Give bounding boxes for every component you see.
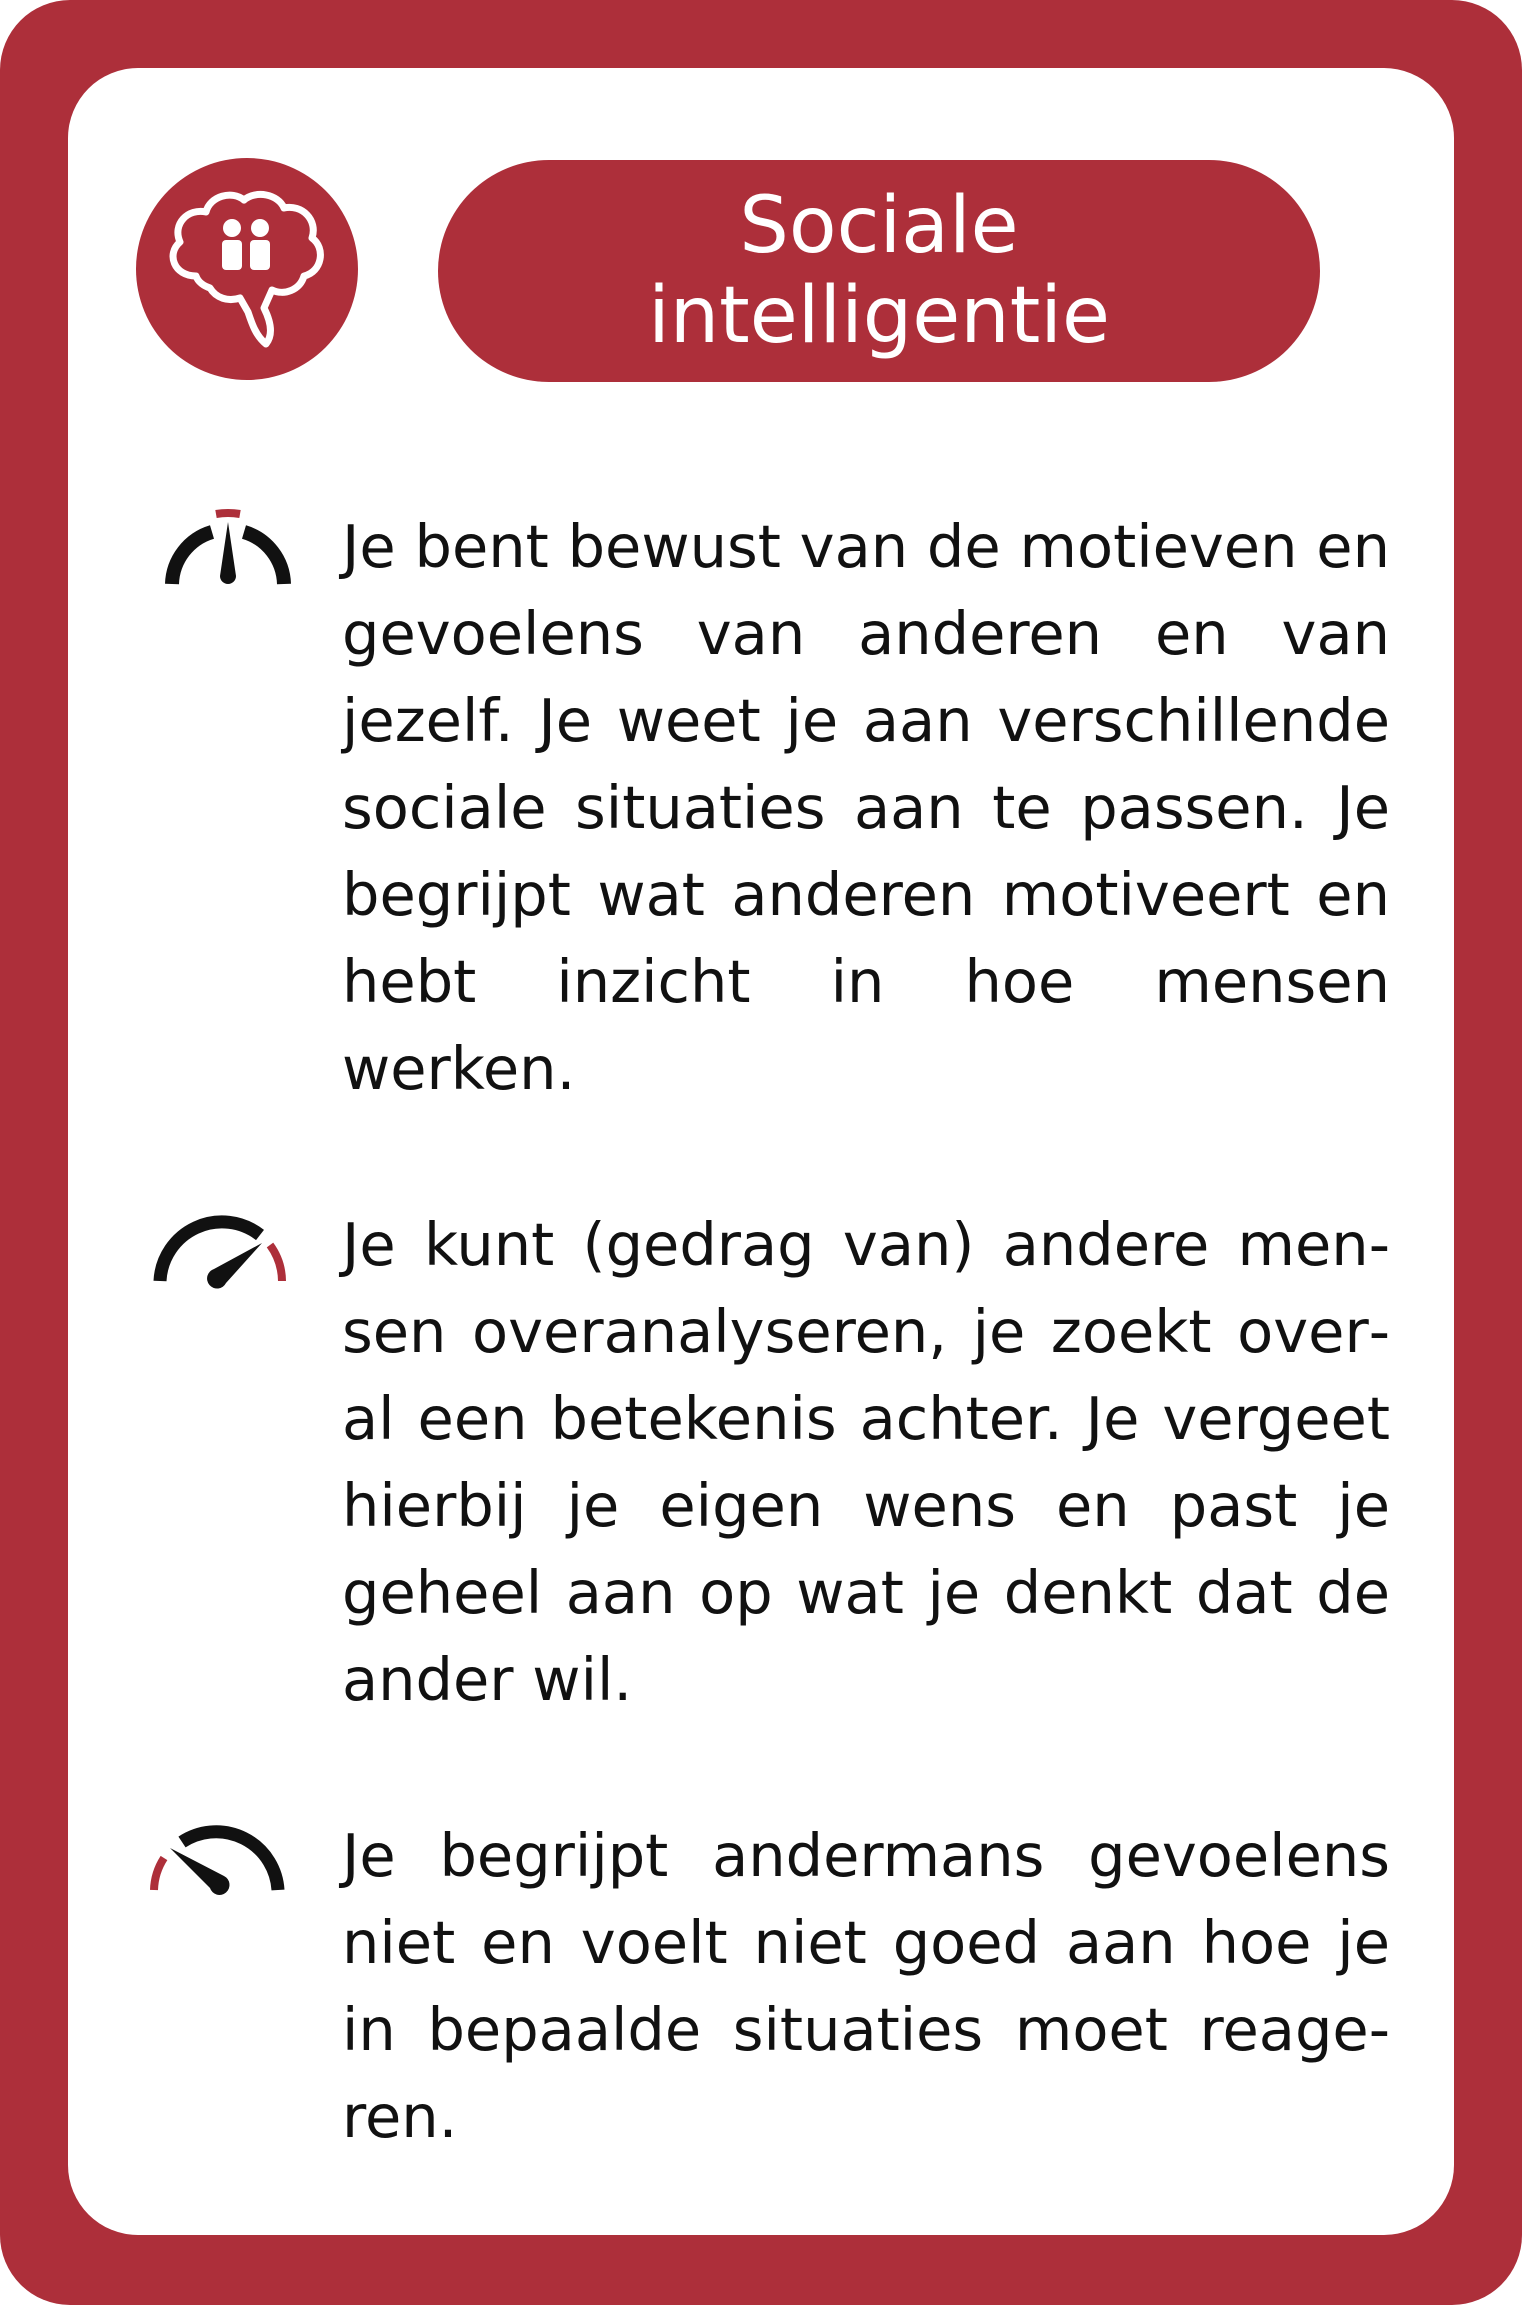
title-banner: [438, 160, 1320, 382]
title-line-1: Sociale: [739, 181, 1019, 271]
gauge-balanced-icon: [158, 498, 298, 588]
title-line-2: intelligentie: [648, 271, 1110, 361]
gauge-low-icon: [146, 1818, 286, 1908]
description-low: Je begrijpt andermans gevoelens niet en voelt niet goed aan hoe je in bepaalde situaties moet reageren.: [342, 1821, 1390, 2151]
brain-with-people-icon: [136, 158, 358, 380]
description-balanced: Je bent bewust van de motieven en gevoelens van anderen en van jezelf. Je weet je aan verschillende sociale situaties aan te passen. Je begrijpt wat anderen motiveert en hebt inzicht in hoe mensen werken.: [342, 512, 1390, 1103]
description-high: Je kunt (gedrag van) andere mensen overanalyseren, je zoekt overal een betekenis achter. Je vergeet hierbij je eigen wens en past je geheel aan op wat je denkt dat de ander wil.: [342, 1210, 1390, 1714]
gauge-high-icon: [150, 1205, 290, 1295]
